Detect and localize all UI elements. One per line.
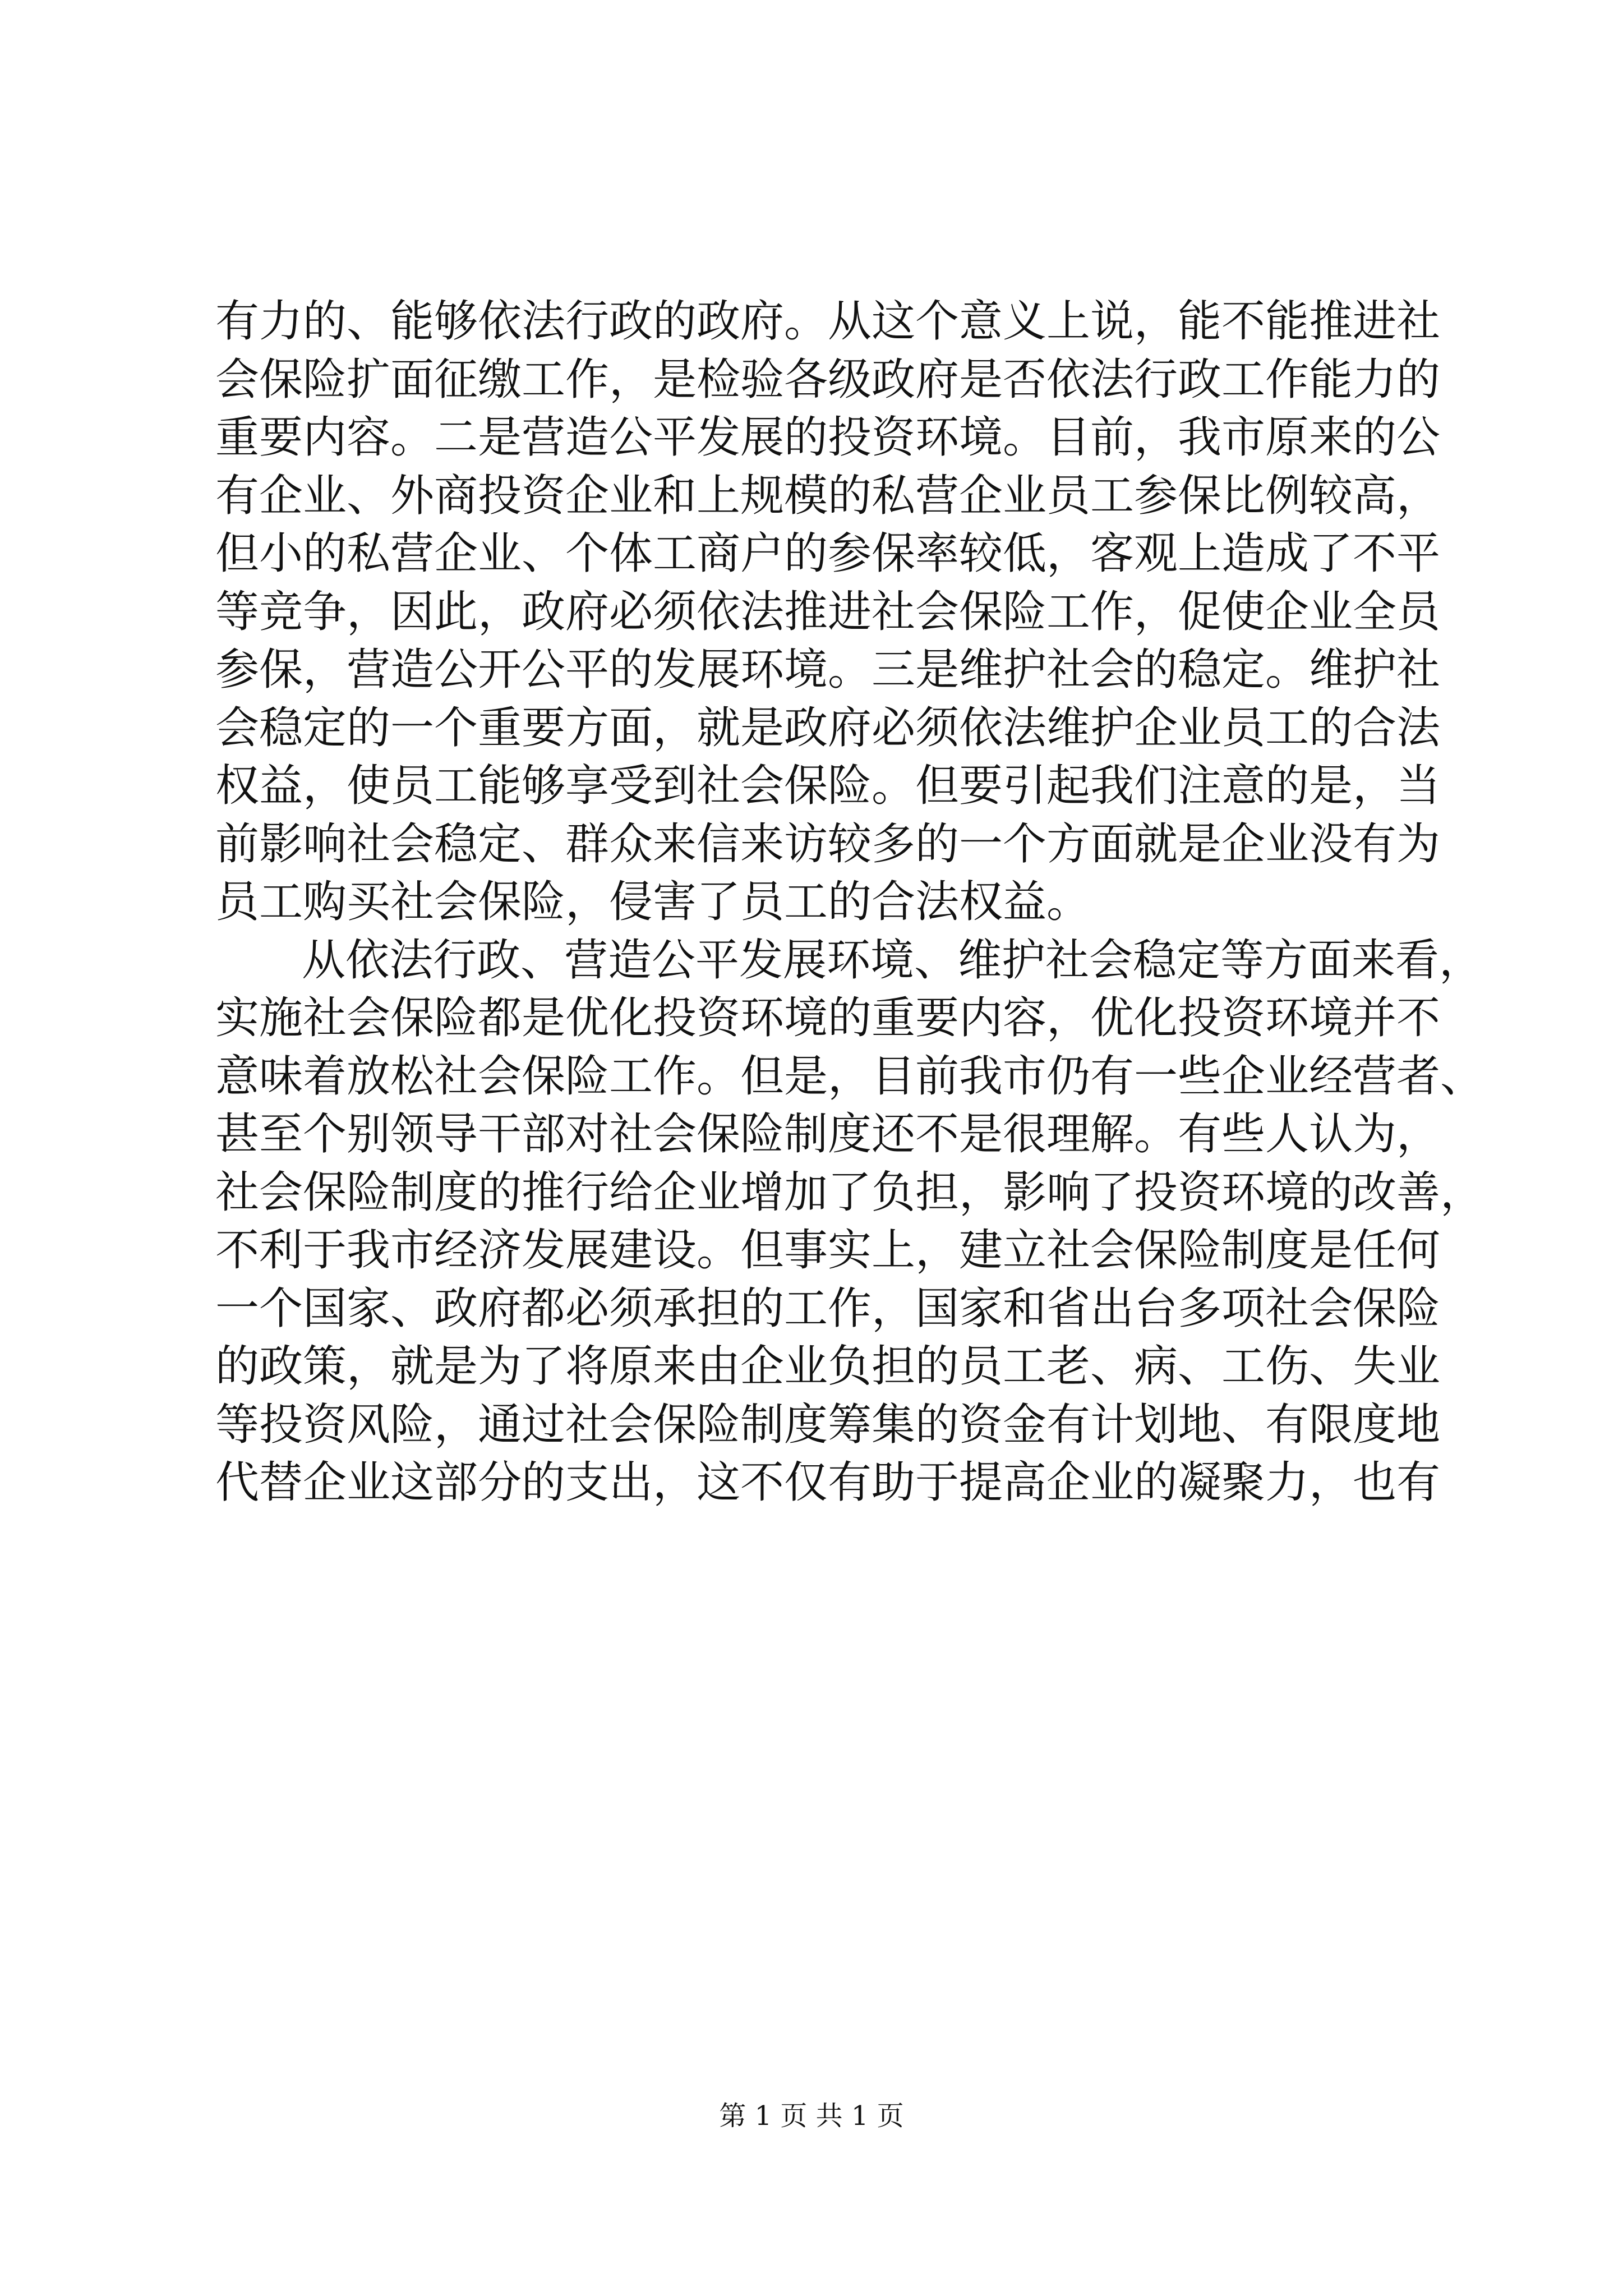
text-line: 重要内容。二是营造公平发展的投资环境。目前，我市原来的公 — [215, 412, 1441, 463]
text-line: 等投资风险，通过社会保险制度筹集的资金有计划地、有限度地 — [215, 1399, 1441, 1450]
paragraph-1 — [215, 293, 1441, 932]
page-footer — [0, 2099, 1623, 2133]
text-line: 等竞争，因此，政府必须依法推进社会保险工作，促使企业全员 — [215, 586, 1441, 637]
text-line: 权益，使员工能够享受到社会保险。但要引起我们注意的是，当 — [215, 761, 1441, 811]
text-line: 但小的私营企业、个体工商户的参保率较低，客观上造成了不平 — [215, 528, 1441, 579]
text-line: 会保险扩面征缴工作，是检验各级政府是否依法行政工作能力的 — [215, 354, 1441, 405]
text-line: 一个国家、政府都必须承担的工作，国家和省出台多项社会保险 — [215, 1283, 1441, 1334]
paragraph-2 — [215, 932, 1484, 1512]
text-line: 员工购买社会保险，侵害了员工的合法权益。 — [215, 877, 1091, 927]
text-line: 的政策，就是为了将原来由企业负担的员工老、病、工伤、失业 — [215, 1341, 1441, 1392]
text-line: 甚至个别领导干部对社会保险制度还不是很理解。有些人认为， — [215, 1109, 1441, 1159]
text-line: 前影响社会稳定、群众来信来访较多的一个方面就是企业没有为 — [215, 818, 1441, 869]
text-line: 代替企业这部分的支出，这不仅有助于提高企业的凝聚力，也有 — [215, 1457, 1441, 1508]
text-line: 有企业、外商投资企业和上规模的私营企业员工参保比例较高， — [215, 470, 1441, 521]
text-line: 参保，营造公开公平的发展环境。三是维护社会的稳定。维护社 — [215, 645, 1441, 695]
text-line: 有力的、能够依法行政的政府。从这个意义上说，能不能推进社 — [215, 296, 1441, 347]
text-line: 社会保险制度的推行给企业增加了负担，影响了投资环境的改善， — [215, 1167, 1484, 1218]
document-body — [215, 293, 1484, 1512]
text-line: 从依法行政、营造公平发展环境、维护社会稳定等方面来看， — [302, 935, 1483, 986]
text-line: 会稳定的一个重要方面，就是政府必须依法维护企业员工的合法 — [215, 702, 1441, 753]
text-line: 实施社会保险都是优化投资环境的重要内容，优化投资环境并不 — [215, 993, 1441, 1043]
page-number-label: 第 1 页 共 1 页 — [719, 2100, 904, 2132]
text-line: 意味着放松社会保险工作。但是，目前我市仍有一些企业经营者、 — [215, 1051, 1484, 1102]
text-line: 不利于我市经济发展建设。但事实上，建立社会保险制度是任何 — [215, 1225, 1441, 1276]
